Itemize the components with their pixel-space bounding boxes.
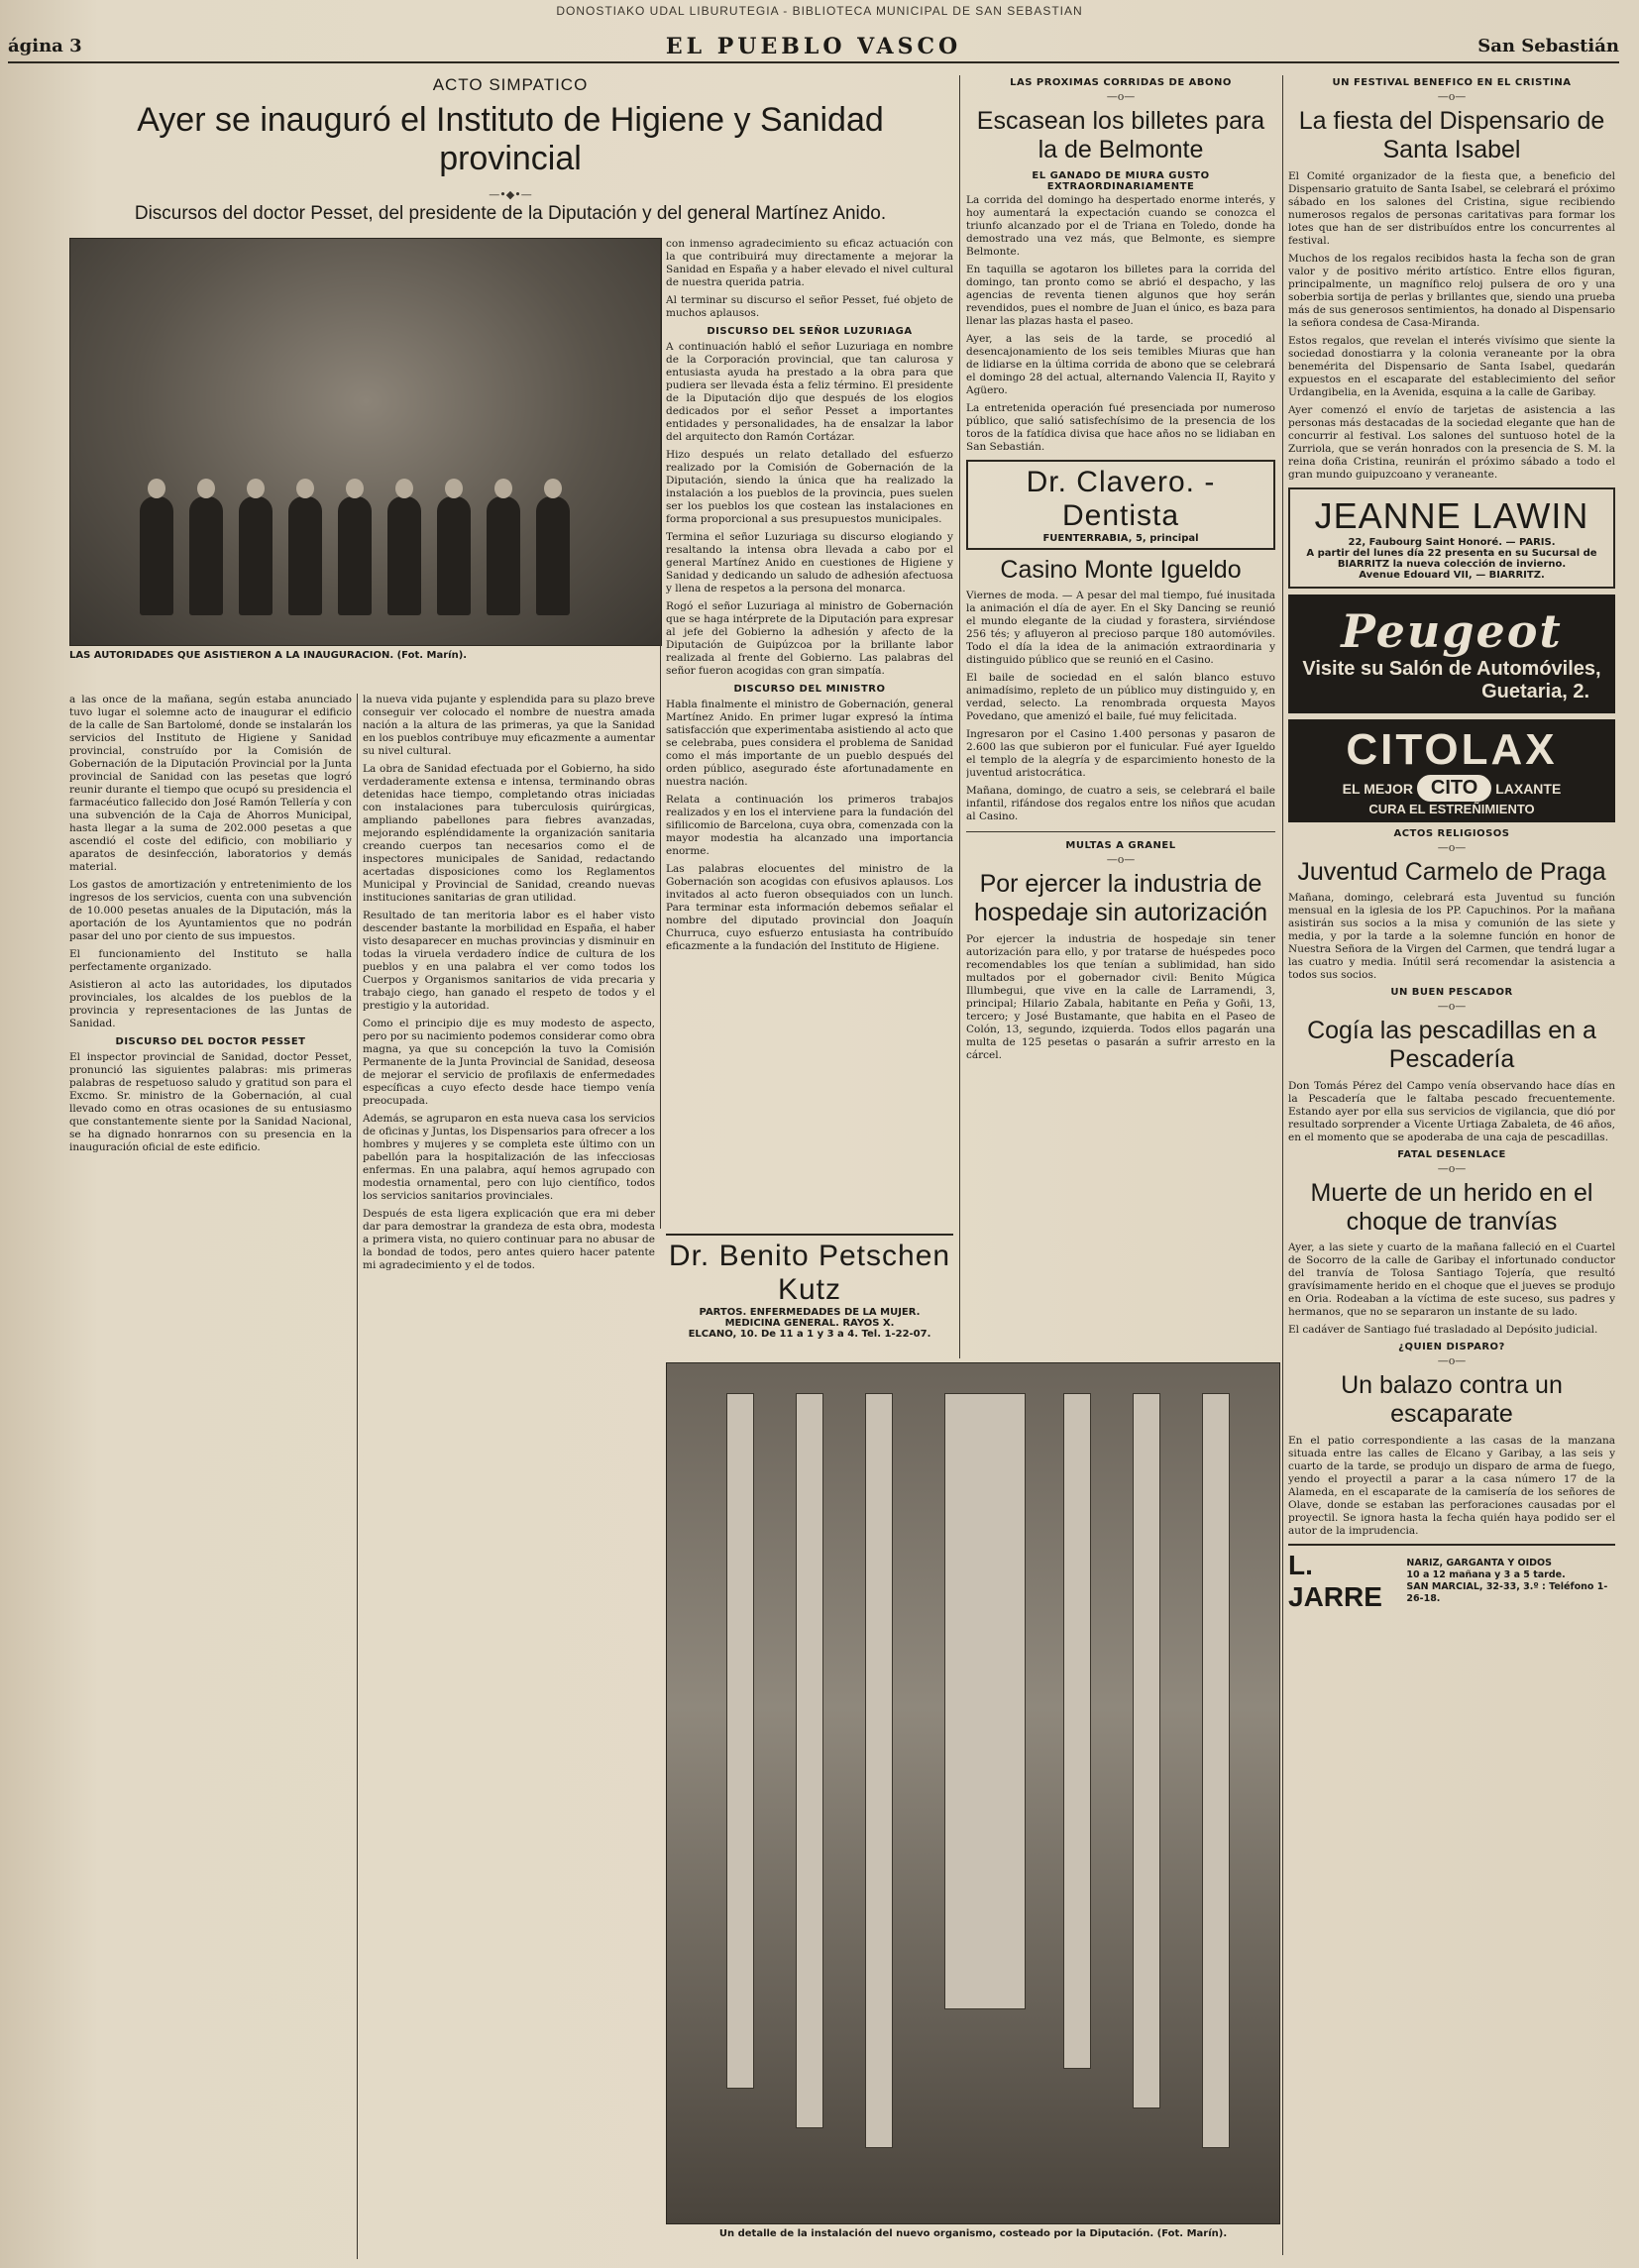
pescador-kicker: UN BUEN PESCADOR bbox=[1390, 987, 1513, 999]
installation-photo bbox=[666, 1362, 1280, 2224]
multas-kicker: MULTAS A GRANEL bbox=[1065, 840, 1176, 852]
jarre-line1: NARIZ, GARGANTA Y OIDOS bbox=[1406, 1557, 1552, 1568]
paragraph: Las palabras elocuentes del ministro de la Gobernación son acogidas con efusivos aplausos. Los invitados al acto fueron obsequiados con un lunch. Para terminar esta información debemos señalar el nombre del diputado provincial don Joaquín Churruca, cuyo esfuerzo entusiasta ha contribuído eficazmente a la fundación del Instituto de Higiene. bbox=[666, 863, 953, 952]
ad-petschen-line3: ELCANO, 10. De 11 a 1 y 3 a 4. Tel. 1-22-07. bbox=[666, 1329, 953, 1343]
paragraph: Ayer comenzó el envío de tarjetas de asistencia a las personas más destacadas de la sociedad elegante que han de concurrir al festival. Los salones del suntuoso hotel de la Zurriola, que se verán honrados con la presencia de S. M. la reina doña Cristina, reunirán el próximo sábado a todo el gran mundo guipuzcoano y veraneante. bbox=[1288, 403, 1615, 481]
newspaper-title: EL PUEBLO VASCO bbox=[665, 34, 962, 59]
jarre-line3: SAN MARCIAL, 32-33, 3.º : Teléfono 1-26-18. bbox=[1406, 1580, 1608, 1604]
main-headline: Ayer se inauguró el Instituto de Higiene y Sanidad provincial bbox=[137, 101, 884, 178]
masthead bbox=[8, 34, 1619, 63]
city-label: San Sebastián bbox=[1477, 36, 1619, 56]
citolax-left: EL MEJOR bbox=[1342, 780, 1413, 797]
paragraph: Estos regalos, que revelan el interés vivísimo que siente la sociedad donostiarra y la colonia veraneante por la obra benemérita del Dispensario de Santa Isabel, quedarán expuestos en el escaparate del establecimiento del señor Urdangibelia, en la Avenida, esquina a la calle de Garibay. bbox=[1288, 334, 1615, 398]
ad-citolax bbox=[1288, 719, 1615, 822]
paragraph: El funcionamiento del Instituto se halla perfectamente organizado. bbox=[69, 948, 352, 973]
paragraph: El baile de sociedad en el salón blanco estuvo animadísimo, repleto de un público muy distinguido y, en verdad, selecto. La renombrada orquesta Mayos Povedano, que amenizó el baile, fué muy felicitada. bbox=[966, 672, 1275, 723]
paragraph: Rogó el señor Luzuriaga al ministro de Gobernación que se haga intérprete de la Diputación para expresar al jefe del Gobierno la adhesión y afecto de la Diputación de Guipúzcoa por la brillante labor realizada al frente del Gobierno. Las palabras del señor fueron acogidas con gran simpatía. bbox=[666, 600, 953, 677]
ad-jeanne-lawin bbox=[1288, 487, 1615, 589]
ad-jeanne-line2: A partir del lunes día 22 presenta en su Sucursal de BIARRITZ la nueva colección de invierno. bbox=[1306, 547, 1597, 570]
paragraph: Ingresaron por el Casino 1.400 personas y pasaron de 2.600 las que subieron por el funicular. Fué ayer Igueldo el templo de la alegría y de esparcimiento honesto de la juventud aristocrática. bbox=[966, 728, 1275, 780]
jarre-line2: 10 a 12 mañana y 3 a 5 tarde. bbox=[1406, 1568, 1566, 1580]
peugeot-logo: Peugeot bbox=[1341, 603, 1563, 658]
citolax-tagline: CURA EL ESTREÑIMIENTO bbox=[1368, 801, 1535, 816]
bullfight-sub: EL GANADO DE MIURA GUSTO EXTRAORDINARIAMENTE bbox=[1032, 169, 1210, 192]
citolax-right: LAXANTE bbox=[1495, 780, 1562, 797]
ad-petschen bbox=[666, 1234, 953, 1343]
subheading: DISCURSO DEL MINISTRO bbox=[733, 684, 886, 695]
paragraph: la nueva vida pujante y esplendida para su plazo breve conseguir ver colocado el nombre de nuestra amada nación a la altura de las primeras, ya que la Sanidad en los pueblos contribuye muy eficazmente a aumentar su nivel cultural. bbox=[363, 694, 655, 757]
column-4: LAS PROXIMAS CORRIDAS DE ABONO —o— Escasean los billetes para la de Belmonte EL GANADO DE MIURA GUSTO EXTRAORDINARIAMENTE La corrida del domingo ha despertado enorme interés, y hoy aumentará la expectación cuando se conozca el triunfo alcanzado por el de Triana en Toledo, donde ha demostrado una vez más, que Belmonte, es siempre Belmonte. En taquilla se agotaron los billetes para la corrida del domingo, tan pronto como se abrió el despacho, y las agencias de reventa tienen algunos que hoy serán revendidos, pues el nombre de Juan el único, es baza para llenar las plazas hasta el paseo. Ayer, a las seis de la tarde, se procedió al desencajonamiento de los seis temibles Miuras que han de lidiarse en la última corrida de abono que se celebrará el domingo 28 del actual, alternando Valencia II, Rayito y Agüero. La entretenida operación fué presenciada por numeroso público, que salió satisfechísimo de la presencia de los toros de la fatídica divisa que hace años no se lidiaban en San Sebastián. Dr. Clavero. - Dentista FUENTERRABIA, 5, principal Casino Monte Igueldo Viernes de moda. — A pesar del mal tiempo, fué inusitada la animación el día de ayer. En el Sky Dancing se reunió el mundo elegante de la ciudad y forastera, sirviéndose 256 tés; y afluyeron al precioso parque 180 automóviles. Todo el día la idea de la animación extraordinaria y distinguido público que se reunió en el Casino. El baile de sociedad en el salón blanco estuvo animadísimo, repleto de un público muy distinguido y, en verdad, selecto. La renombrada orquesta Mayos Povedano, que amenizó el baile, fué muy felicitada. Ingresaron por el Casino 1.400 personas y pasaron de 2.600 las que subieron por el funicular. Fué ayer Igueldo el templo de la alegría y de esparcimiento honesto de la juventud aristocrática. Mañana, domingo, de cuatro a seis, se celebrará el baile infantil, rifándose dos regalos entre los niños que acudan al Casino. MULTAS A GRANEL —o— Por ejercer la industria de hospedaje sin autorización Por ejercer la industria de hospedaje sin tener autorización para ello, y por tratarse de huéspedes poco recomendables los que tenían a sublimidad, han sido multados por el gobernador civil: Benito Múgica Illumbegui, que vive en la calle de Larramendi, 3, principal; Hilario Zabala, habitante en Peña y Goñi, 13, tercero; y José Bustamante, que habita en el Paseo de Colón, 13, segundo, izquierda. Todos ellos pagarán una multa de 125 pesetas o pasarán a sufrir arresto en la cárcel. bbox=[966, 77, 1275, 1061]
paragraph: La corrida del domingo ha despertado enorme interés, y hoy aumentará la expectación cuando se conozca el triunfo alcanzado por el de Triana en Toledo, donde ha demostrado una vez más, que Belmonte, es siempre Belmonte. bbox=[966, 193, 1275, 258]
archive-stamp: DONOSTIAKO UDAL LIBURUTEGIA - BIBLIOTECA MUNICIPAL DE SAN SEBASTIAN bbox=[556, 4, 1083, 18]
page-number: ágina 3 bbox=[8, 36, 82, 56]
ad-jeanne-name: JEANNE LAWIN bbox=[1314, 494, 1589, 536]
paragraph: Termina el señor Luzuriaga su discurso elogiando y resaltando la intensa obra llevada a cabo por el general Martínez Anido en cuestiones de Higiene y Sanidad y dedicando un saludo de adhesión afectuosa y llena de respetos a la persona del monarca. bbox=[666, 531, 953, 594]
bullfight-kicker: LAS PROXIMAS CORRIDAS DE ABONO bbox=[1010, 77, 1232, 88]
authorities-photo bbox=[69, 238, 662, 646]
paragraph: En taquilla se agotaron los billetes para la corrida del domingo, tan pronto como se abrió el despacho, y las agencias de reventa tienen algunos que hoy serán revendidos, pues el nombre de Juan el único, es baza para llenar las plazas hasta el paseo. bbox=[966, 263, 1275, 327]
paragraph: Después de esta ligera explicación que era mi deber dar para demostrar la grandeza de esta obra, modesta a primera vista, no quiero continuar para no abusar de la bondad de todos, pero antes quiero hacer patente mi agradecimiento y el de todos. bbox=[363, 1208, 655, 1271]
cito-badge: CITO bbox=[1417, 775, 1491, 802]
photo-caption: LAS AUTORIDADES QUE ASISTIERON A LA INAUGURACION. (Fot. Marín). bbox=[69, 650, 468, 661]
ad-petschen-line1: PARTOS. ENFERMEDADES DE LA MUJER. bbox=[699, 1307, 921, 1318]
subheading: DISCURSO DEL DOCTOR PESSET bbox=[115, 1036, 306, 1047]
disparo-kicker: ¿QUIEN DISPARO? bbox=[1398, 1342, 1505, 1353]
paragraph: Habla finalmente el ministro de Gobernación, general Martínez Anido. En primer lugar expresó la íntima satisfacción que experimentaba asistiendo al acto que se celebraba, pues considera el problema de Sanidad como el más importante de un pueblo después del orden público, asegurado éste afortunadamente en nuestra nación. bbox=[666, 699, 953, 788]
ad-jeanne-line1: 22, Faubourg Saint Honoré. — PARIS. bbox=[1348, 536, 1556, 548]
ad-petschen-line2: MEDICINA GENERAL. RAYOS X. bbox=[724, 1318, 895, 1329]
peugeot-address: Guetaria, 2. bbox=[1481, 680, 1589, 702]
paragraph: Además, se agruparon en esta nueva casa los servicios de oficinas y Juntas, los Dispensarios para ofrecer a los hombres y mujeres y se completa este último con un pabellón para la hospitalización de las infecciosas enfermas. En una palabra, aquí hemos agrupado con modestia ornamental, pero con lujo científico, todos los servicios sanitarios provinciales. bbox=[363, 1113, 655, 1202]
fatal-headline: Muerte de un herido en el choque de tranvías bbox=[1310, 1178, 1593, 1236]
ad-peugeot bbox=[1288, 594, 1615, 713]
subheading: DISCURSO DEL SEÑOR LUZURIAGA bbox=[707, 326, 913, 337]
peugeot-tagline: Visite su Salón de Automóviles, bbox=[1302, 657, 1601, 680]
religiosos-kicker: ACTOS RELIGIOSOS bbox=[1393, 827, 1510, 839]
paragraph: A continuación habló el señor Luzuriaga en nombre de la Corporación provincial, que tan calurosa y entusiasta ayuda ha prestado a la obra para que pudiera ser llevada ésta a feliz término. El presidente de la Diputación dijo que después de los elogios dedicados por el señor Pesset a importantes entidades y personalidades, ha de ensalzar la labor del arquitecto don Ramón Cortázar. bbox=[666, 341, 953, 443]
paragraph: Asistieron al acto las autoridades, los diputados provinciales, los alcaldes de los pueblos de la provincia y representaciones de las Juntas de Sanidad. bbox=[69, 979, 352, 1029]
bottom-photo-caption: Un detalle de la instalación del nuevo organismo, costeado por la Diputación. (Fot. Marín). bbox=[718, 2228, 1228, 2239]
ad-clavero-name: Dr. Clavero. - Dentista bbox=[1026, 465, 1216, 532]
paragraph: Hizo después un relato detallado del esfuerzo realizado por la Comisión de Gobernación de la Diputación, siendo la única que ha realizado la instalación a los pueblos de la provincia, pues suelen ser los pueblos los que costean las instalaciones en forma proporcional a sus presupuestos municipales. bbox=[666, 449, 953, 525]
paragraph: Muchos de los regalos recibidos hasta la fecha son de gran valor y de positivo mérito artístico. Entre ellos figuran, principalmente, un magnífico reloj pulsera de oro y una soberbia sortija de perlas y brillantes que, siendo una prueba más de sus generosos sentimientos, ha donado al Dispensario la señora condesa de Casa-Miranda. bbox=[1288, 252, 1615, 329]
paragraph: Ayer, a las siete y cuarto de la mañana falleció en el Cuartel de Socorro de la calle de Garibay el infortunado conductor del tranvía de Tolosa Santiago Tojería, que resultó gravísimamente herido en el choque que el jueves se produjo en Oria. Rodeaban a la víctima de este suceso, sus padres y hermanos, que no se separaron un instante de su lado. bbox=[1288, 1242, 1615, 1319]
paragraph: Al terminar su discurso el señor Pesset, fué objeto de muchos aplausos. bbox=[666, 294, 953, 319]
bullfight-headline: Escasean los billetes para la de Belmonte bbox=[976, 107, 1265, 163]
jarre-name: L. JARRE bbox=[1288, 1549, 1382, 1612]
paragraph: Por ejercer la industria de hospedaje sin tener autorización para ello, y por tratarse de huéspedes poco recomendables los que tenían a sublimidad, han sido multados por el gobernador civil: Benito Múgica Illumbegui, que vive en la calle de Larramendi, 3, principal; Hilario Zabala, habitante en Peña y Goñi, 13, tercero; y José Bustamante, que habita en el Paseo de Colón, 13, segundo, izquierda. Todos ellos pagarán una multa de 125 pesetas o pasarán a sufrir arresto en la cárcel. bbox=[966, 932, 1275, 1061]
religiosos-headline: Juventud Carmelo de Praga bbox=[1297, 857, 1606, 886]
bottom-photo-block bbox=[666, 1362, 1280, 2259]
paragraph: Resultado de tan meritoria labor es el haber visto descender bastante la morbilidad en España, el haber visto desaparecer en muchas provincias y disminuir en todas la viruela verdadero índice de cultura de los pueblos y en una palabra el ver como todos los Cuerpos y Organismos sanitarios de vida precaria y trabajo ciego, han ganado el respeto de todos y el prestigio y la autoridad. bbox=[363, 910, 655, 1012]
ad-clavero bbox=[966, 460, 1275, 550]
column-2 bbox=[363, 694, 655, 2259]
ad-jeanne-line3: Avenue Edouard VII, — BIARRITZ. bbox=[1359, 569, 1545, 581]
paragraph: Ayer, a las seis de la tarde, se procedió al desencajonamiento de los seis temibles Miuras que han de lidiarse en la última corrida de abono que se celebrará el domingo 28 del actual, alternando Valencia II, Rayito y Agüero. bbox=[966, 332, 1275, 396]
paragraph: Como el principio dije es muy modesto de aspecto, pero por su nacimiento podemos considerar como obra magna, ya que su concepción la tuvo la Comisión Permanente de la Junta Provincial de Sanidad, deseosa de mejorar el servicio de profilaxis de enfermedades específicas a cuyo efecto desde hace tiempo venía preocupada. bbox=[363, 1018, 655, 1107]
main-story-header bbox=[69, 75, 951, 239]
festival-kicker: UN FESTIVAL BENEFICO EN EL CRISTINA bbox=[1332, 77, 1572, 88]
paragraph: La entretenida operación fué presenciada por numeroso público, que salió satisfechísimo de la presencia de los toros de la fatídica divisa que hace años no se lidiaban en San Sebastián. bbox=[966, 401, 1275, 453]
multas-headline: Por ejercer la industria de hospedaje sin autorización bbox=[973, 870, 1268, 926]
column-3 bbox=[666, 238, 953, 1229]
paragraph: El cadáver de Santiago fué trasladado al Depósito judicial. bbox=[1288, 1324, 1598, 1337]
casino-headline: Casino Monte Igueldo bbox=[1000, 555, 1242, 584]
paragraph: Don Tomás Pérez del Campo venía observando hace días en la Pescadería que le faltaba pescado frecuentemente. Estando ayer por ella sus servicios de vigilancia, que dió por resultado sorprender a Vicente Urtiaga Zabaleta, de 46 años, en el momento que se apoderaba de una caja de pescadillas. bbox=[1288, 1079, 1615, 1143]
ad-petschen-name: Dr. Benito Petschen Kutz bbox=[666, 1234, 953, 1307]
paragraph: Mañana, domingo, de cuatro a seis, se celebrará el baile infantil, rifándose dos regalos entre los niños que acudan al Casino. bbox=[966, 785, 1275, 823]
paragraph: Relata a continuación los primeros trabajos realizados y en los el interviene para la fundación del sifilicomio de Barcelona, cuya obra, comenzada con la mayor modestia ha alcanzado una importancia enorme. bbox=[666, 794, 953, 857]
main-deck: Discursos del doctor Pesset, del presidente de la Diputación y del general Martínez Anido. bbox=[134, 203, 887, 225]
paragraph: El inspector provincial de Sanidad, doctor Pesset, pronunció las siguientes palabras: mis primeras palabras de respetuoso saludo y gratitud son para el Excmo. Sr. ministro de la Gobernación, al cual llevado como en otras ocasiones de su entusiasmo que constantemente siente por la Sanidad Nacional, se ha dignado honrarnos con su presencia en la inauguración oficial de este edificio. bbox=[69, 1051, 352, 1153]
ad-jarre bbox=[1288, 1544, 1615, 1613]
pescador-headline: Cogía las pescadillas en a Pescadería bbox=[1307, 1017, 1596, 1073]
main-photo-block bbox=[69, 238, 662, 674]
main-kicker: ACTO SIMPATICO bbox=[432, 75, 589, 94]
paragraph: Viernes de moda. — A pesar del mal tiempo, fué inusitada la animación el día de ayer. En el Sky Dancing se reunió el mundo elegante de la ciudad y forastera, sirviéndose 256 tés; y afluyeron al precioso parque 180 automóviles. Todo el día la idea de la animación extraordinaria y distinguido público que se reunió en el Casino. bbox=[966, 590, 1275, 667]
disparo-headline: Un balazo contra un escaparate bbox=[1341, 1371, 1563, 1428]
column-1 bbox=[69, 694, 352, 2259]
ornament-divider: —•◆•— bbox=[489, 188, 532, 202]
paragraph: a las once de la mañana, según estaba anunciado tuvo lugar el solemne acto de inaugurar el edificio de la calle de San Bartolomé, donde se instalarán los servicios del Instituto de Higiene y Sanidad provincial, construído por la Comisión de Gobernación de la Diputación Provincial por la Junta provincial de Sanidad con las pesetas que logró reunir durante el tiempo que ocupó su presidencia el farmacéutico fallecido don José Ramón Tellería y con una subvención de la Caja de Ahorros Municipal, hasta llegar a la suma de 202.000 pesetas a que ascendió el coste del edificio, con mobiliario y aparatos de desinfección, laboratorios y demás material. bbox=[69, 694, 352, 873]
paragraph: Los gastos de amortización y entretenimiento de los ingresos de los servicios, cuenta con una subvención de 10.000 pesetas anuales de la Diputación, más la aportación de los Ayuntamientos que no podrán pasar del uno por ciento de sus impuestos. bbox=[69, 879, 352, 942]
paragraph: El Comité organizador de la fiesta que, a beneficio del Dispensario gratuito de Santa Isabel, se celebrará el próximo sábado en los salones del Cristina, sigue recibiendo numerosos regalos de personas caritativas para formar los lotes que han de ser distribuídos entre los concurrentes al festival. bbox=[1288, 169, 1615, 247]
fatal-kicker: FATAL DESENLACE bbox=[1397, 1148, 1506, 1160]
paragraph: En el patio correspondiente a las casas de la manzana situada entre las calles de Elcano y Garibay, a las seis y cuarto de la tarde, se produjo un disparo de arma de fuego, yendo el proyectil a parar a la casa número 17 de la Alameda, en el escaparate de la camisería de los señores de Olave, donde se estaban las perforaciones causadas por el proyectil. Se ignora hasta la fecha quién haya podido ser el autor de la imprudencia. bbox=[1288, 1434, 1615, 1537]
paragraph: con inmenso agradecimiento su eficaz actuación con la que contribuirá muy directamente a mejorar la Sanidad en España y a haber elevado el nivel cultural de nuestra querida patria. bbox=[666, 238, 953, 288]
paragraph: La obra de Sanidad efectuada por el Gobierno, ha sido verdaderamente extensa e intensa, terminando obras detenidas hace tiempo, completando otras iniciadas con instalaciones para tuberculosis quirúrgicas, ampliando pabellones para fiebres avanzadas, mejorando espléndidamente la organización sanitaria creando cuerpos tan necesarios como el de inspectores municipales de Sanidad, redactando acertadas disposiciones como los Reglamentos Municipal y Provincial de Sanidad, creando nuevas instituciones sanitarias de gran utilidad. bbox=[363, 763, 655, 904]
column-5: UN FESTIVAL BENEFICO EN EL CRISTINA —o— La fiesta del Dispensario de Santa Isabel El Comité organizador de la fiesta que, a beneficio del Dispensario gratuito de Santa Isabel, se celebrará el próximo sábado en los salones del Cristina, sigue recibiendo numerosos regalos de personas caritativas para formar los lotes que han de ser distribuídos entre los concurrentes al festival. Muchos de los regalos recibidos hasta la fecha son de gran valor y de positivo mérito artístico. Entre ellos figuran, principalmente, un magnífico reloj pulsera de oro y una soberbia sortija de perlas y brillantes que, siendo una prueba más de sus generosos sentimientos, ha donado al Dispensario la señora condesa de Casa-Miranda. Estos regalos, que revelan el interés vivísimo que siente la sociedad donostiarra y la colonia veraneante por la obra benemérita del Dispensario de Santa Isabel, quedarán expuestos en el escaparate del establecimiento del señor Urdangibelia, en la Avenida, esquina a la calle de Garibay. Ayer comenzó el envío de tarjetas de asistencia a las personas más destacadas de la sociedad elegante que han de concurrir al festival. Los salones del suntuoso hotel de la Zurriola, que se verán honrados con la presencia de S. M. la reina doña Cristina, reunirán el próximo sábado a todo el gran mundo guipuzcoano y veraneante. JEANNE LAWIN 22, Faubourg Saint Honoré. — PARIS. A partir del lunes día 22 presenta en su Sucursal de BIARRITZ la nueva colección de invierno. Avenue Edouard VII, — BIARRITZ. Peugeot Visite su Salón de Automóviles, Guetaria, 2. CITOLAX EL MEJOR CITO LAXANTE CURA EL ESTREÑIMIENTO ACTOS RELIGIOSOS —o— Juventud Carmelo de Praga Mañana, domingo, celebrará esta Juventud su función mensual en la iglesia de los PP. Capuchinos. Por la mañana asistirán sus socios a la misa y comunión de las siete y media, y por la tarde a la solemne función en honor de Nuestra Señora de la Virgen del Carmen, que tendrá lugar a las cuatro y media. Inútil será recomendar la asistencia a todos sus socios. UN BUEN PESCADOR —o— Cogía las pescadillas en a Pescadería Don Tomás Pérez del Campo venía observando hace días en la Pescadería que le faltaba pescado frecuentemente. Estando ayer por ella sus servicios de vigilancia, que dió por resultado sorprender a Vicente Urtiaga Zabaleta, de 46 años, en el momento que se apoderaba de una caja de pescadillas. FATAL DESENLACE —o— Muerte de un herido en el choque de tranvías Ayer, a las siete y cuarto de la mañana falleció en el Cuartel de Socorro de la calle de Garibay el infortunado conductor del tranvía de Tolosa Santiago Tojería, que resultó gravísimamente herido en el choque que el jueves se produjo en Oria. Rodeaban a la víctima de este suceso, sus padres y hermanos, que no se separaron un instante de su lado. El cadáver de Santiago fué trasladado al Depósito judicial. ¿QUIEN DISPARO? —o— Un balazo contra un escaparate En el patio correspondiente a las casas de la manzana situada entre las calles de Elcano y Garibay, a las seis y cuarto de la tarde, se produjo un disparo de arma de fuego, yendo el proyectil a parar a la casa número 17 de la Alameda, en el escaparate de la camisería de los señores de Olave, donde se estaban las perforaciones causadas por el proyectil. Se ignora hasta la fecha quién haya podido ser el autor de la imprudencia. L. JARRE NARIZ, GARGANTA Y OIDOS 10 a 12 mañana y 3 a 5 tarde. SAN MARCIAL, 32-33, 3.º : Teléfono 1-26-18. bbox=[1288, 77, 1615, 1612]
citolax-name: CITOLAX bbox=[1346, 724, 1558, 774]
ad-clavero-sub: FUENTERRABIA, 5, principal bbox=[1042, 532, 1199, 544]
paragraph: Mañana, domingo, celebrará esta Juventud su función mensual en la iglesia de los PP. Capuchinos. Por la mañana asistirán sus socios a la misa y comunión de las siete y media, y por la tarde a la solemne función en honor de Nuestra Señora de la Virgen del Carmen, que tendrá lugar a las cuatro y media. Inútil será recomendar la asistencia a todos sus socios. bbox=[1288, 892, 1615, 982]
festival-headline: La fiesta del Dispensario de Santa Isabel bbox=[1298, 107, 1605, 163]
